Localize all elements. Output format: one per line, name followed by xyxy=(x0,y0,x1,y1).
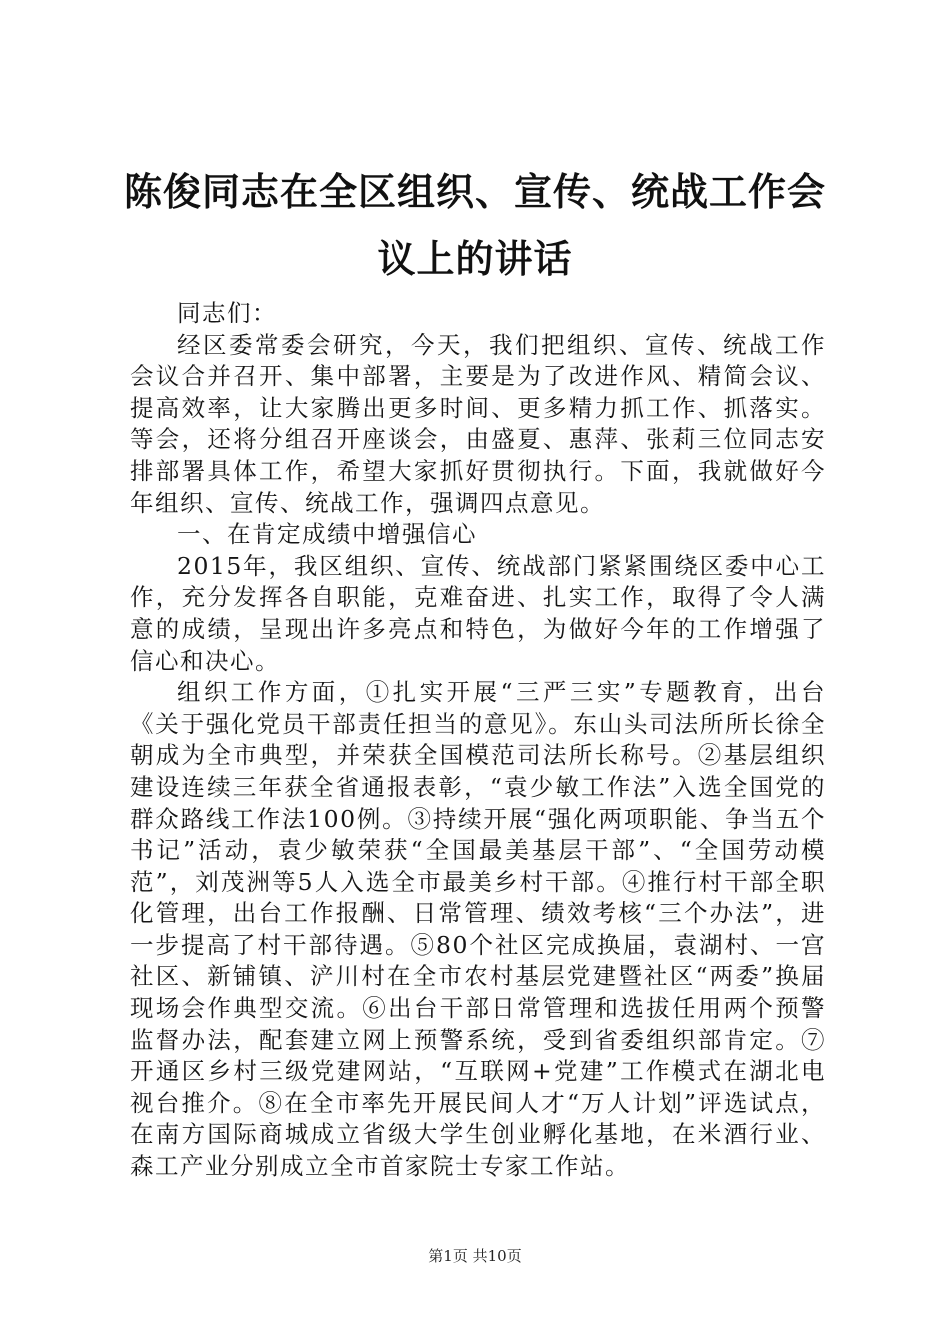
organization-work-paragraph: 组织工作方面，①扎实开展“三严三实”专题教育，出台《关于强化党员干部责任担当的意见》。东山头司法所所长徐全朝成为全市典型，并荣获全国模范司法所长称号。②基层组织建设连续三年获全省通报表彰，“袁少敏工作法”入选全国党的群众路线工作法100例。③持续开展“强化两项职能、争当五个书记”活动，袁少敏荣获“全国最美基层干部”、“全国劳动模范”，刘茂洲等5人入选全市最美乡村干部。④推行村干部全职化管理，出台工作报酬、日常管理、绩效考核“三个办法”，进一步提高了村干部待遇。⑤80个社区完成换届，袁湖村、一宫社区、新铺镇、浐川村在全市农村基层党建暨社区“两委”换届现场会作典型交流。⑥出台干部日常管理和选拔任用两个预警监督办法，配套建立网上预警系统，受到省委组织部肯定。⑦开通区乡村三级党建网站，“互联网+党建”工作模式在湖北电视台推介。⑧在全市率先开展民间人才“万人计划”评选试点，在南方国际商城成立省级大学生创业孵化基地，在米酒行业、森工产业分别成立全市首家院士专家工作站。 xyxy=(130,678,826,1181)
achievements-paragraph: 2015年，我区组织、宣传、统战部门紧紧围绕区委中心工作，充分发挥各自职能，克难奋进、扎实工作，取得了令人满意的成绩，呈现出许多亮点和特色，为做好今年的工作增强了信心和决心。 xyxy=(130,551,826,675)
salutation: 同志们： xyxy=(177,299,277,327)
section-heading-1: 一、在肯定成绩中增强信心 xyxy=(177,520,477,549)
intro-paragraph: 经区委常委会研究，今天，我们把组织、宣传、统战工作会议合并召开、集中部署，主要是为了改进作风、精简会议、提高效率，让大家腾出更多时间、更多精力抓工作、抓落实。等会，还将分组召开座谈会，由盛夏、惠萍、张莉三位同志安排部署具体工作，希望大家抓好贯彻执行。下面，我就做好今年组织、宣传、统战工作，强调四点意见。 xyxy=(130,330,826,517)
page-footer: 第1页 共10页 xyxy=(428,1247,522,1265)
document-title: 陈俊同志在全区组织、宣传、统战工作会议上的讲话 xyxy=(123,169,826,281)
document-body xyxy=(130,298,826,1183)
